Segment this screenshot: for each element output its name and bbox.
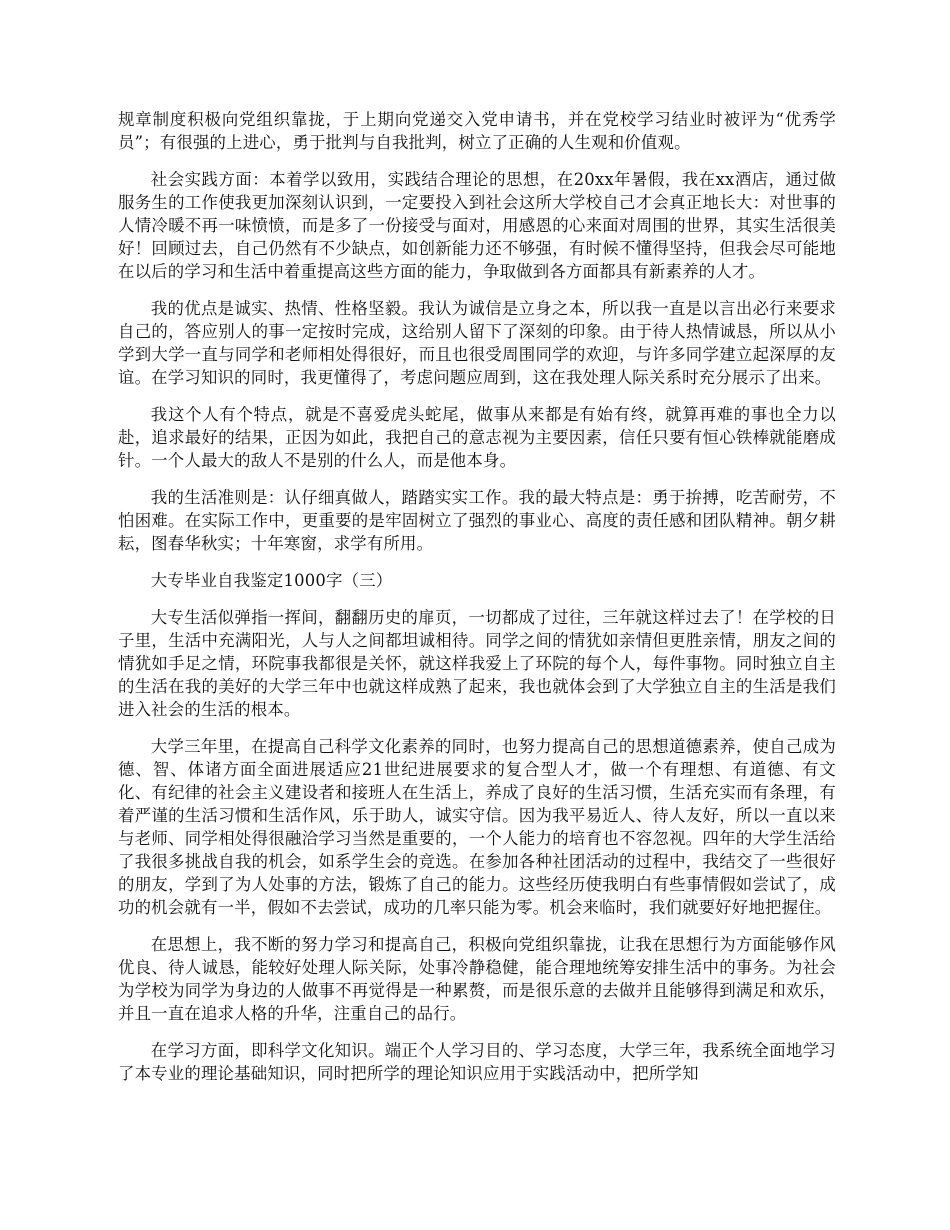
paragraph-social-practice: 社会实践方面：本着学以致用，实践结合理论的思想，在20xx年暑假，我在xx酒店，通过做服务生的工作使我更加深刻认识到，一定要投入到社会这所大学校自己才会真正地长大：对世事的人情冷暖不再一味愤愤，而是多了一份接受与面对，用感恩的心来面对周围的世界，其实生活很美好！回顾过去，自己仍然有不少缺点，如创新能力还不够强，有时候不懂得坚持，但我会尽可能地在以后的学习和生活中着重提高这些方面的能力，争取做到各方面都具有新素养的人才。 (118, 170, 836, 281)
paragraph-party-membership: 规章制度积极向党组织靠拢，于上期向党递交入党申请书，并在党校学习结业时被评为“优秀学员”；有很强的上进心，勇于批判与自我批判，树立了正确的人生观和价值观。 (118, 110, 836, 152)
paragraph-three-years: 大学三年里，在提高自己科学文化素养的同时，也努力提高自己的思想道德素养，使自己成为德、智、体诸方面全面进展适应21世纪进展要求的复合型人才，做一个有理想、有道德、有文化、有纪律的社会主义建设者和接班人在生活上，养成了良好的生活习惯，生活充实而有条理，有着严谨的生活习惯和生活作风，乐于助人，诚实守信。因为我平易近人、待人友好，所以一直以来与老师、同学相处得很融洽学习当然是重要的，一个人能力的培育也不容忽视。四年的大学生活给了我很多挑战自我的机会，如系学生会的竞选。在参加各种社团活动的过程中，我结交了一些很好的朋友，学到了为人处事的方法，锻炼了自己的能力。这些经历使我明白有些事情假如尝试了，成功的机会就有一半，假如不去尝试，成功的几率只能为零。机会来临时，我们就要好好地把握住。 (118, 737, 836, 917)
section-heading: 大专毕业自我鉴定1000字（三） (150, 571, 393, 590)
document-body (118, 108, 836, 1099)
paragraph-ideology: 在思想上，我不断的努力学习和提高自己，积极向党组织靠拢，让我在思想行为方面能够作风优良、待人诚恳，能较好处理人际关际，处事冷静稳健，能合理地统筹安排生活中的事务。为社会为学校为同学为身边的人做事不再觉得是一种累赘，而是很乐意的去做并且能够得到满足和欢乐，并且一直在追求人格的升华，注重自己的品行。 (118, 935, 836, 1023)
paragraph-character: 我这个人有个特点，就是不喜爱虎头蛇尾，做事从来都是有始有终，就算再难的事也全力以赴，追求最好的结果，正因为如此，我把自己的意志视为主要因素，信任只要有恒心铁棒就能磨成针。一个人最大的敌人不是别的什么人，而是他本身。 (118, 405, 836, 470)
paragraph-college-life: 大专生活似弹指一挥间，翻翻历史的扉页，一切都成了过往，三年就这样过去了！在学校的日子里，生活中充满阳光，人与人之间都坦诚相待。同学之间的情犹如亲情但更胜亲情，朋友之间的情犹如手足之情，环院事我都很是关怀，就这样我爱上了环院的每个人，每件事物。同时独立自主的生活在我的美好的大学三年中也就这样成熟了起来，我也就体会到了大学独立自主的生活是我们进入社会的生活的根本。 (118, 608, 836, 719)
paragraph-strengths: 我的优点是诚实、热情、性格坚毅。我认为诚信是立身之本，所以我一直是以言出必行来要求自己的，答应别人的事一定按时完成，这给别人留下了深刻的印象。由于待人热情诚恳，所以从小学到大学一直与同学和老师相处得很好，而且也很受周围同学的欢迎，与许多同学建立起深厚的友谊。在学习知识的同时，我更懂得了，考虑问题应周到，这在我处理人际关系时充分展示了出来。 (118, 299, 836, 387)
paragraph-study: 在学习方面，即科学文化知识。端正个人学习目的、学习态度，大学三年，我系统全面地学习了本专业的理论基础知识，同时把所学的理论知识应用于实践活动中，把所学知 (118, 1041, 836, 1083)
paragraph-life-principles: 我的生活准则是：认仔细真做人，踏踏实实工作。我的最大特点是：勇于拚搏，吃苦耐劳，不怕困难。在实际工作中，更重要的是牢固树立了强烈的事业心、高度的责任感和团队精神。朝夕耕耘，图春华秋实；十年寒窗，求学有所用。 (118, 488, 836, 553)
